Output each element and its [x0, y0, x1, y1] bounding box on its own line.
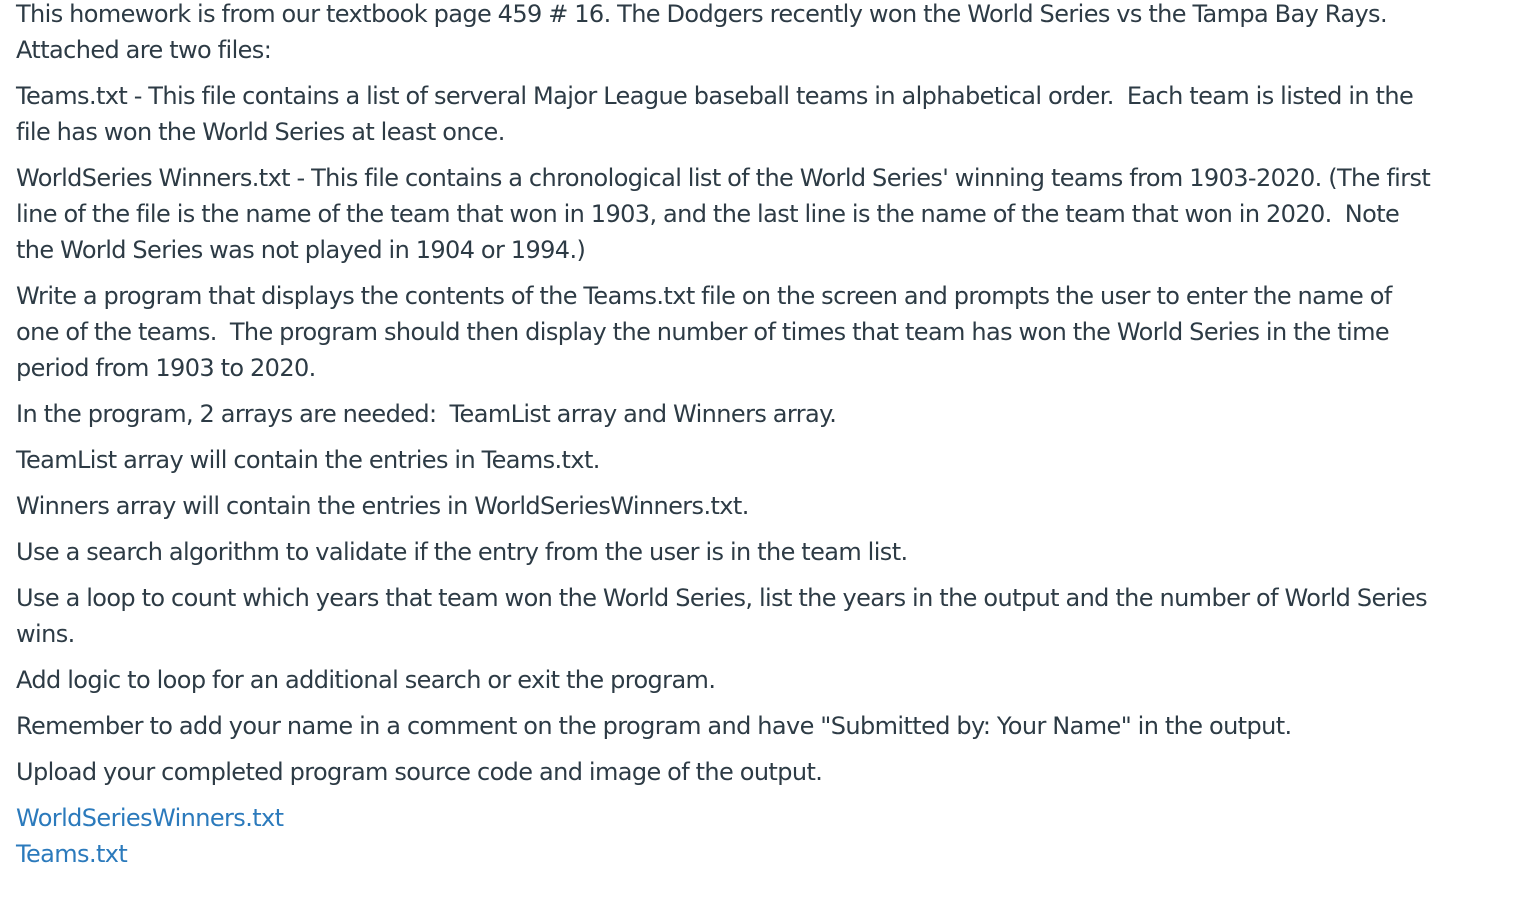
paragraph-arrays: In the program, 2 arrays are needed: TeamList array and Winners array.	[16, 400, 837, 428]
paragraph-winners-array: Winners array will contain the entries in WorldSeriesWinners.txt.	[16, 492, 749, 520]
assignment-description	[16, 0, 1436, 872]
paragraph-loop-count: Use a loop to count which years that team won the World Series, list the years in the output and the number of World Series wins.	[16, 584, 1434, 648]
paragraph-program-task: Write a program that displays the contents of the Teams.txt file on the screen and prompts the user to enter the name of one of the teams. The program should then display the number of times that team has won the World Series in the time period from 1903 to 2020.	[16, 282, 1399, 382]
paragraph-name-comment: Remember to add your name in a comment on the program and have "Submitted by: Your Name" in the output.	[16, 712, 1292, 740]
paragraph-search: Use a search algorithm to validate if the entry from the user is in the team list.	[16, 538, 908, 566]
attachment-link-teams[interactable]: Teams.txt	[16, 840, 128, 868]
attachment-links	[16, 800, 1436, 872]
attachment-link-worldserieswinners[interactable]: WorldSeriesWinners.txt	[16, 804, 284, 832]
paragraph-loop-logic: Add logic to loop for an additional search or exit the program.	[16, 666, 716, 694]
paragraph-teams-file: Teams.txt - This file contains a list of serveral Major League baseball teams in alphabetical order. Each team is listed in the file has won the World Series at least once.	[16, 82, 1420, 146]
paragraph-upload: Upload your completed program source code and image of the output.	[16, 758, 823, 786]
paragraph-teamlist-array: TeamList array will contain the entries in Teams.txt.	[16, 446, 600, 474]
paragraph-winners-file: WorldSeries Winners.txt - This file contains a chronological list of the World Series' winning teams from 1903-2020. (The first line of the file is the name of the team that won in 1903, and the last line is the name of the team that won in 2020. Note the World Series was not played in 1904 or 1994.)	[16, 164, 1437, 264]
paragraph-intro: This homework is from our textbook page 459 # 16. The Dodgers recently won the World Series vs the Tampa Bay Rays. Attached are two files:	[16, 0, 1401, 64]
